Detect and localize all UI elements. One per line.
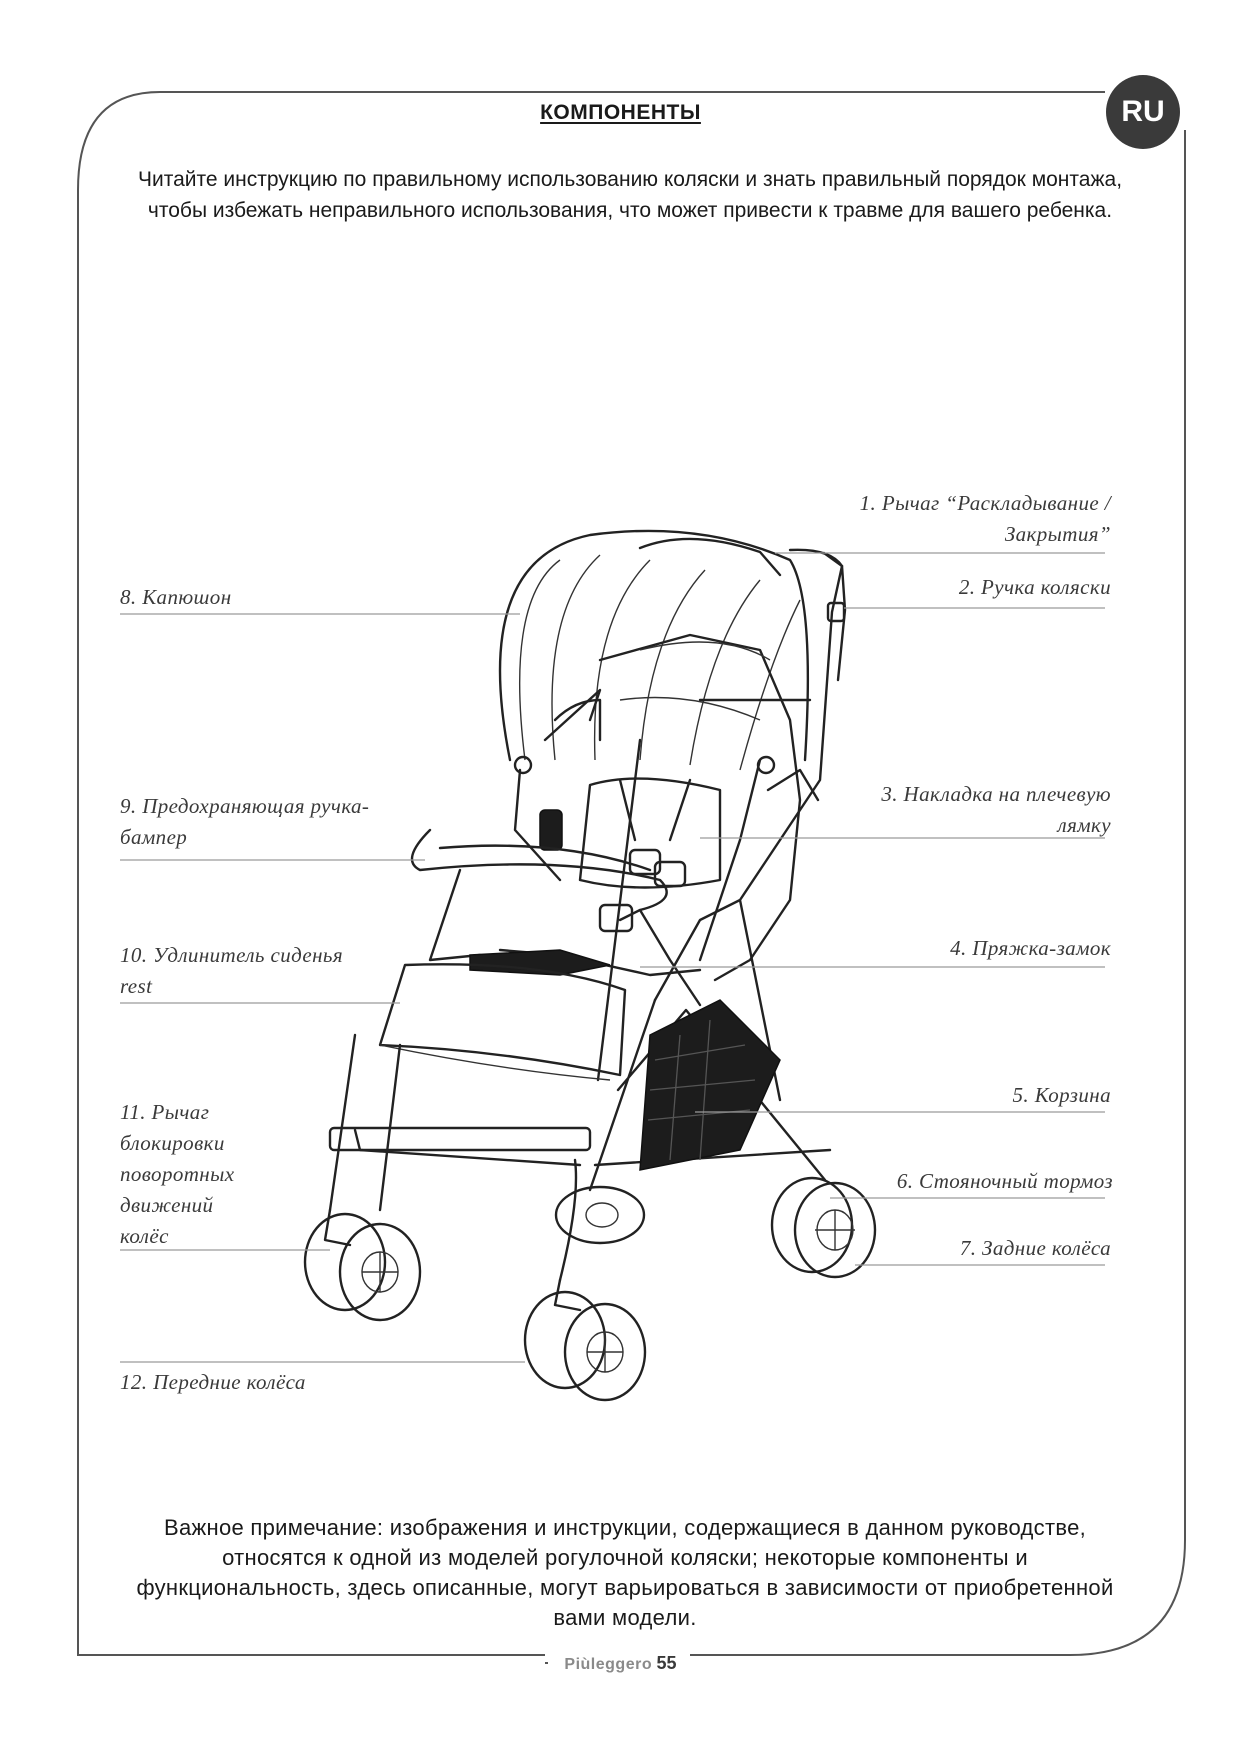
- label-swivel-lock: 11. Рычаг блокировки поворотных движений колёс: [120, 1100, 235, 1248]
- seat-extender: [380, 964, 625, 1075]
- stroller-illustration: [305, 531, 875, 1400]
- intro-text: Читайте инструкцию по правильному использованию коляски и знать правильный порядок монтажа, чтобы избежать неправильного использования, что может привести к травме для вашего ребенка.: [137, 168, 1123, 222]
- label-fold-lever: 1. Рычаг “Раскладывание / Закрытия”: [859, 491, 1111, 546]
- label-basket: 5. Корзина: [1012, 1083, 1111, 1107]
- label-front-wheels: 12. Передние колёса: [120, 1370, 306, 1394]
- brand-name: Piùleggero: [564, 1656, 653, 1673]
- label-seat-extender: 10. Удлинитель сиденья rest: [120, 943, 344, 998]
- label-shoulder-pad: 3. Накладка на плечевую лямку: [881, 782, 1111, 837]
- page-title: КОМПОНЕНТЫ: [540, 101, 701, 124]
- page-number: 55: [656, 1653, 677, 1673]
- language-badge: RU: [1106, 75, 1180, 149]
- label-bumper-bar: 9. Предохраняющая ручка- бампер: [120, 794, 370, 849]
- label-parking-brake: 6. Стояночный тормоз: [896, 1169, 1113, 1193]
- label-buckle: 4. Пряжка-замок: [950, 936, 1111, 960]
- page-footer: [0, 1653, 1241, 1674]
- rear-left-wheel-hub: [586, 1203, 618, 1227]
- important-note: Важное примечание: изображения и инструкции, содержащиеся в данном руководстве, относятся к одной из моделей рогулочной коляски; некоторые компоненты и функциональность, здесь описанные, могут варьироваться в зависимости от приобретенной вами модели.: [136, 1515, 1114, 1630]
- label-canopy: 8. Капюшон: [120, 585, 232, 609]
- label-rear-wheels: 7. Задние колёса: [959, 1236, 1111, 1260]
- label-handle: 2. Ручка коляски: [958, 575, 1111, 599]
